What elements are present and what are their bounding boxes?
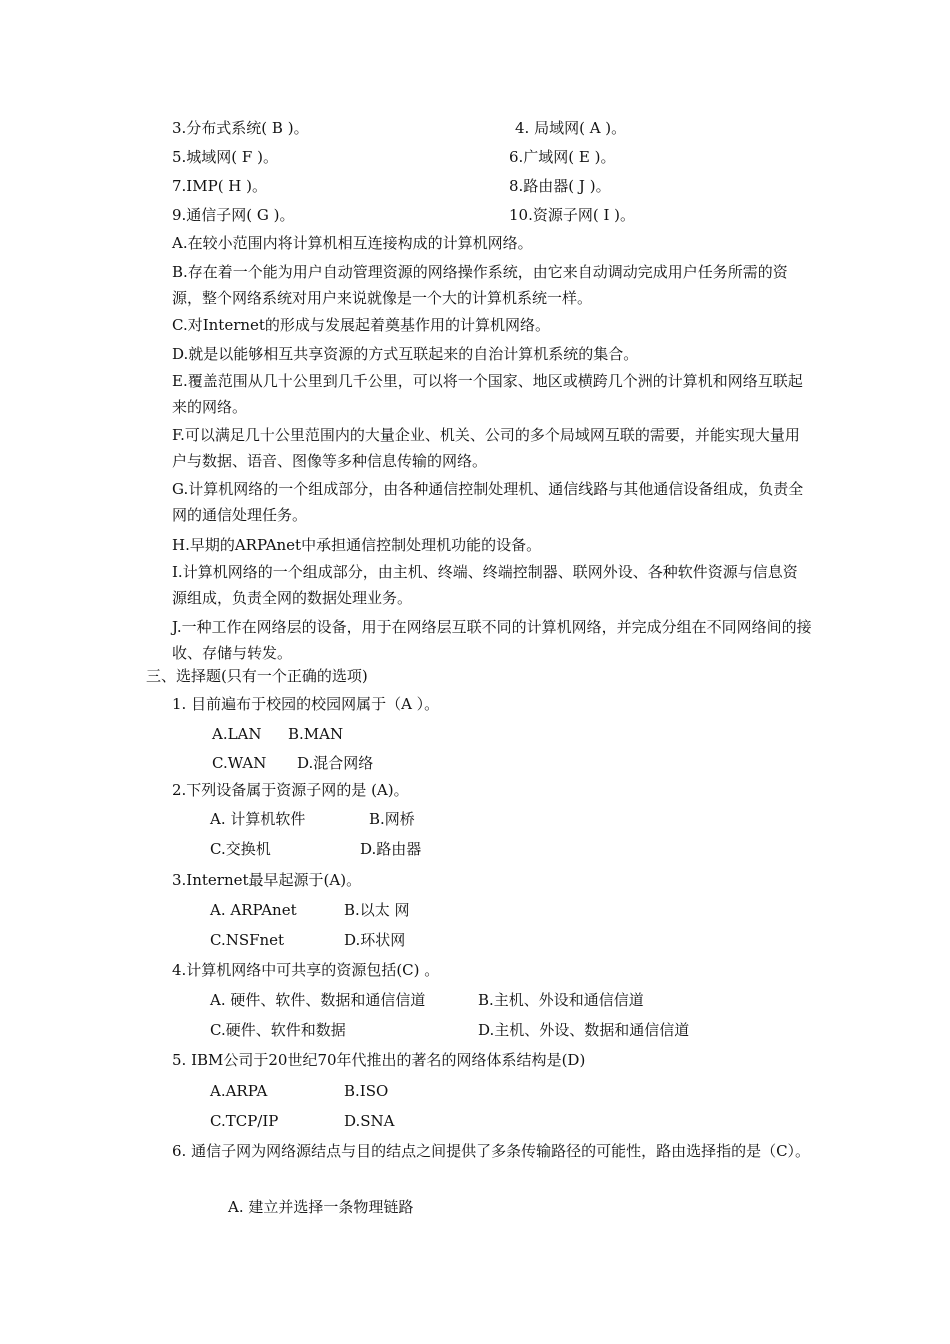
matching-item: 10.资源子网( I )。 bbox=[509, 206, 636, 224]
matching-item: 9.通信子网( G )。 bbox=[172, 206, 295, 224]
question-option: B.网桥 bbox=[369, 810, 415, 828]
question-option: C.硬件、软件和数据 bbox=[210, 1021, 346, 1039]
question-option: D.混合网络 bbox=[297, 754, 374, 772]
definition-e: E.覆盖范围从几十公里到几千公里，可以将一个国家、地区或横跨几个洲的计算机和网络互联起来的网络。 bbox=[172, 372, 803, 416]
question-option: B.ISO bbox=[344, 1082, 389, 1100]
question-stem: 5. IBM公司于20世纪70年代推出的著名的网络体系结构是(D) bbox=[172, 1051, 586, 1069]
question-option: A. 计算机软件 bbox=[210, 810, 306, 828]
question-stem: 3.Internet最早起源于(A)。 bbox=[172, 871, 362, 889]
question-option: D.路由器 bbox=[360, 840, 422, 858]
question-stem: 4.计算机网络中可共享的资源包括(C) 。 bbox=[172, 961, 440, 979]
question-option: C.WAN bbox=[212, 754, 267, 772]
question-option: C.交换机 bbox=[210, 840, 271, 858]
question-stem: 2.下列设备属于资源子网的是 (A)。 bbox=[172, 781, 409, 799]
definition-f: F.可以满足几十公里范围内的大量企业、机关、公司的多个局域网互联的需要，并能实现大量用户与数据、语音、图像等多种信息传输的网络。 bbox=[172, 426, 800, 470]
question-option: C.TCP/IP bbox=[210, 1112, 279, 1130]
question-option: A.ARPA bbox=[210, 1082, 268, 1100]
question-option: B.MAN bbox=[288, 725, 344, 743]
definition-i: I.计算机网络的一个组成部分，由主机、终端、终端控制器、联网外设、各种软件资源与信息资源组成，负责全网的数据处理业务。 bbox=[172, 563, 798, 607]
definition-c: C.对Internet的形成与发展起着奠基作用的计算机网络。 bbox=[172, 316, 550, 334]
question-option: D.SNA bbox=[344, 1112, 395, 1130]
section-heading: 三、选择题(只有一个正确的选项) bbox=[146, 667, 368, 685]
definition-a: A.在较小范围内将计算机相互连接构成的计算机网络。 bbox=[172, 234, 533, 252]
question-option: B.主机、外设和通信信道 bbox=[478, 991, 644, 1009]
matching-item: 4. 局域网( A )。 bbox=[515, 119, 627, 137]
question-option: A. ARPAnet bbox=[210, 901, 297, 919]
matching-item: 8.路由器( J )。 bbox=[509, 177, 611, 195]
matching-item: 5.城域网( F )。 bbox=[172, 148, 278, 166]
question-option: A. 建立并选择一条物理链路 bbox=[228, 1198, 414, 1216]
matching-item: 3.分布式系统( B )。 bbox=[172, 119, 309, 137]
question-option: C.NSFnet bbox=[210, 931, 285, 949]
question-option: D.主机、外设、数据和通信信道 bbox=[478, 1021, 690, 1039]
definition-j: J.一种工作在网络层的设备，用于在网络层互联不同的计算机网络，并完成分组在不同网络间的接收、存储与转发。 bbox=[172, 618, 812, 662]
question-stem: 6. 通信子网为网络源结点与目的结点之间提供了多条传输路径的可能性，路由选择指的是（C）。 bbox=[172, 1142, 811, 1160]
question-stem: 1. 目前遍布于校园的校园网属于（A ）。 bbox=[172, 695, 440, 713]
matching-item: 6.广域网( E )。 bbox=[509, 148, 616, 166]
question-option: B.以太 网 bbox=[344, 901, 410, 919]
question-option: D.环状网 bbox=[344, 931, 406, 949]
question-option: A. 硬件、软件、数据和通信信道 bbox=[210, 991, 426, 1009]
definition-g: G.计算机网络的一个组成部分，由各种通信控制处理机、通信线路与其他通信设备组成，负责全网的通信处理任务。 bbox=[172, 480, 804, 524]
definition-d: D.就是以能够相互共享资源的方式互联起来的自治计算机系统的集合。 bbox=[172, 345, 639, 363]
matching-item: 7.IMP( H )。 bbox=[172, 177, 268, 195]
definition-h: H.早期的ARPAnet中承担通信控制处理机功能的设备。 bbox=[172, 536, 542, 554]
definition-b: B.存在着一个能为用户自动管理资源的网络操作系统，由它来自动调动完成用户任务所需的资源，整个网络系统对用户来说就像是一个大的计算机系统一样。 bbox=[172, 263, 788, 307]
question-option: A.LAN bbox=[212, 725, 262, 743]
